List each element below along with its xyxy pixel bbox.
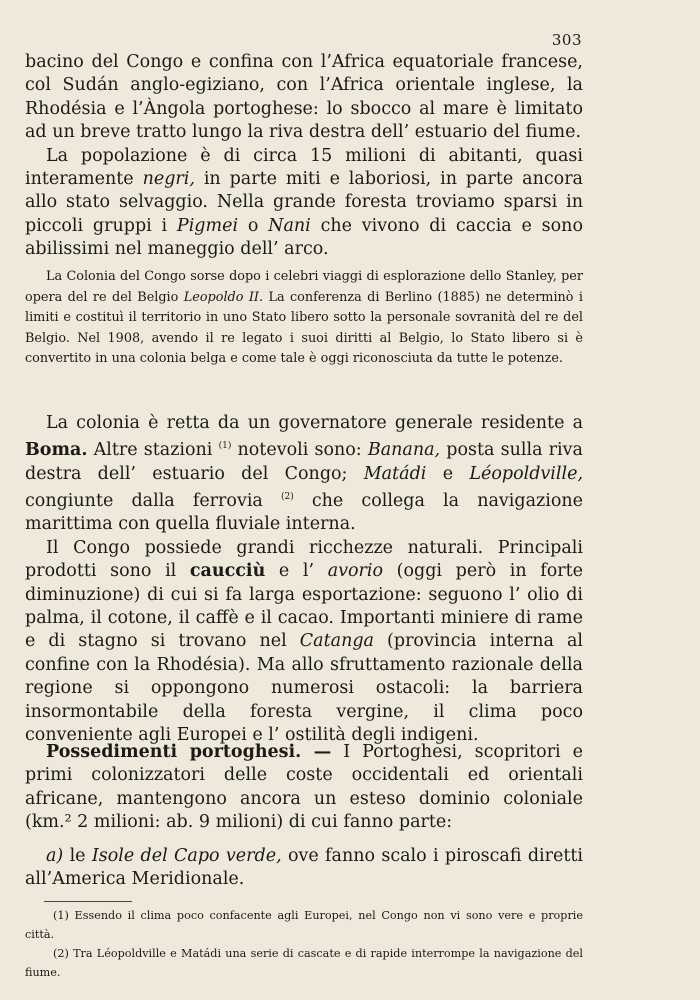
paragraph-history-note: La Colonia del Congo sorse dopo i celebri viaggi di esplorazione dello Stanley, per opera del re del Belgio Leopoldo II. La conferenza di Berlino (1885) ne determinò i limiti e costituì il territorio in uno Stato libero sotto la personale sovranità del re del Belgio. Nel 1908, avendo il re legato i suoi diritti al Belgio, lo Stato libero si è convertito in una colonia belga e come tale è oggi riconosciuta da tutte le potenze. xyxy=(25,269,583,367)
footnote-divider xyxy=(44,901,132,902)
paragraph-population: La popolazione è di circa 15 milioni di abitanti, quasi interamente negri, in parte miti e laboriosi, in parte ancora allo stato selvaggio. Nella grande foresta troviamo sparsi in piccoli gruppi i Pigmei o Nani che vivono di caccia e sono abilissimi nel maneggio dell’ arco. xyxy=(25,145,583,260)
section-heading: Possedimenti portoghesi. — xyxy=(46,742,332,762)
main-text-upper xyxy=(25,51,583,262)
page-number: 303 xyxy=(551,31,582,49)
main-text-middle xyxy=(25,412,583,747)
footnote-2: (2) Tra Léopoldville e Matádi una serie di cascate e di rapide interrompe la navigazione del fiume. xyxy=(25,947,583,979)
footnotes xyxy=(25,906,583,982)
main-text-lower xyxy=(25,741,583,891)
paragraph-resources: Il Congo possiede grandi ricchezze naturali. Principali prodotti sono il caucciù e l’ avorio (oggi però in forte diminuzione) di cui si fa larga esportazione: seguono l’ olio di palma, il cotone, il caffè e il cacao. Importanti miniere di rame e di stagno si trovano nel Catanga (provincia interna al confine con la Rhodésia). Ma allo sfruttamento razionale della regione si oppongono numerosi ostacoli: la barriera insormontabile della foresta vergine, il clima poco conveniente agli Europei e l’ ostilità degli indigeni. xyxy=(25,537,584,745)
paragraph-government: La colonia è retta da un governatore generale residente a Boma. Altre stazioni $^{(1)}$ notevoli sono: Banana, posta sulla riva destra dell’ estuario del Congo; Matádi e Léopoldville, congiunte dalla ferrovia $^{(2)}$ che collega la navigazione marittima con quella fluviale interna. xyxy=(25,413,584,535)
footnote-1: (1) Essendo il clima poco confacente agli Europei, nel Congo non vi sono vere e proprie città. xyxy=(25,909,583,941)
small-print-note xyxy=(25,267,583,370)
paragraph-portuguese-possessions: Possedimenti portoghesi. — I Portoghesi, scopritori e primi colonizzatori delle coste occidentali ed orientali africane, mantengono ancora un esteso dominio coloniale (km.² 2 milioni: ab. 9 milioni) di cui fanno parte: xyxy=(25,742,583,833)
paragraph-congo-borders: bacino del Congo e confina con l’Africa equatoriale francese, col Sudán anglo-egiziano, con l’Africa orientale inglese, la Rhodésia e l’Àngola portoghese: lo sbocco al mare è limitato ad un breve tratto lungo la riva destra dell’ estuario del fiume. xyxy=(25,52,583,143)
paragraph-cape-verde: a) le Isole del Capo verde, ove fanno scalo i piroscafi diretti all’America Meridionale. xyxy=(25,845,583,890)
